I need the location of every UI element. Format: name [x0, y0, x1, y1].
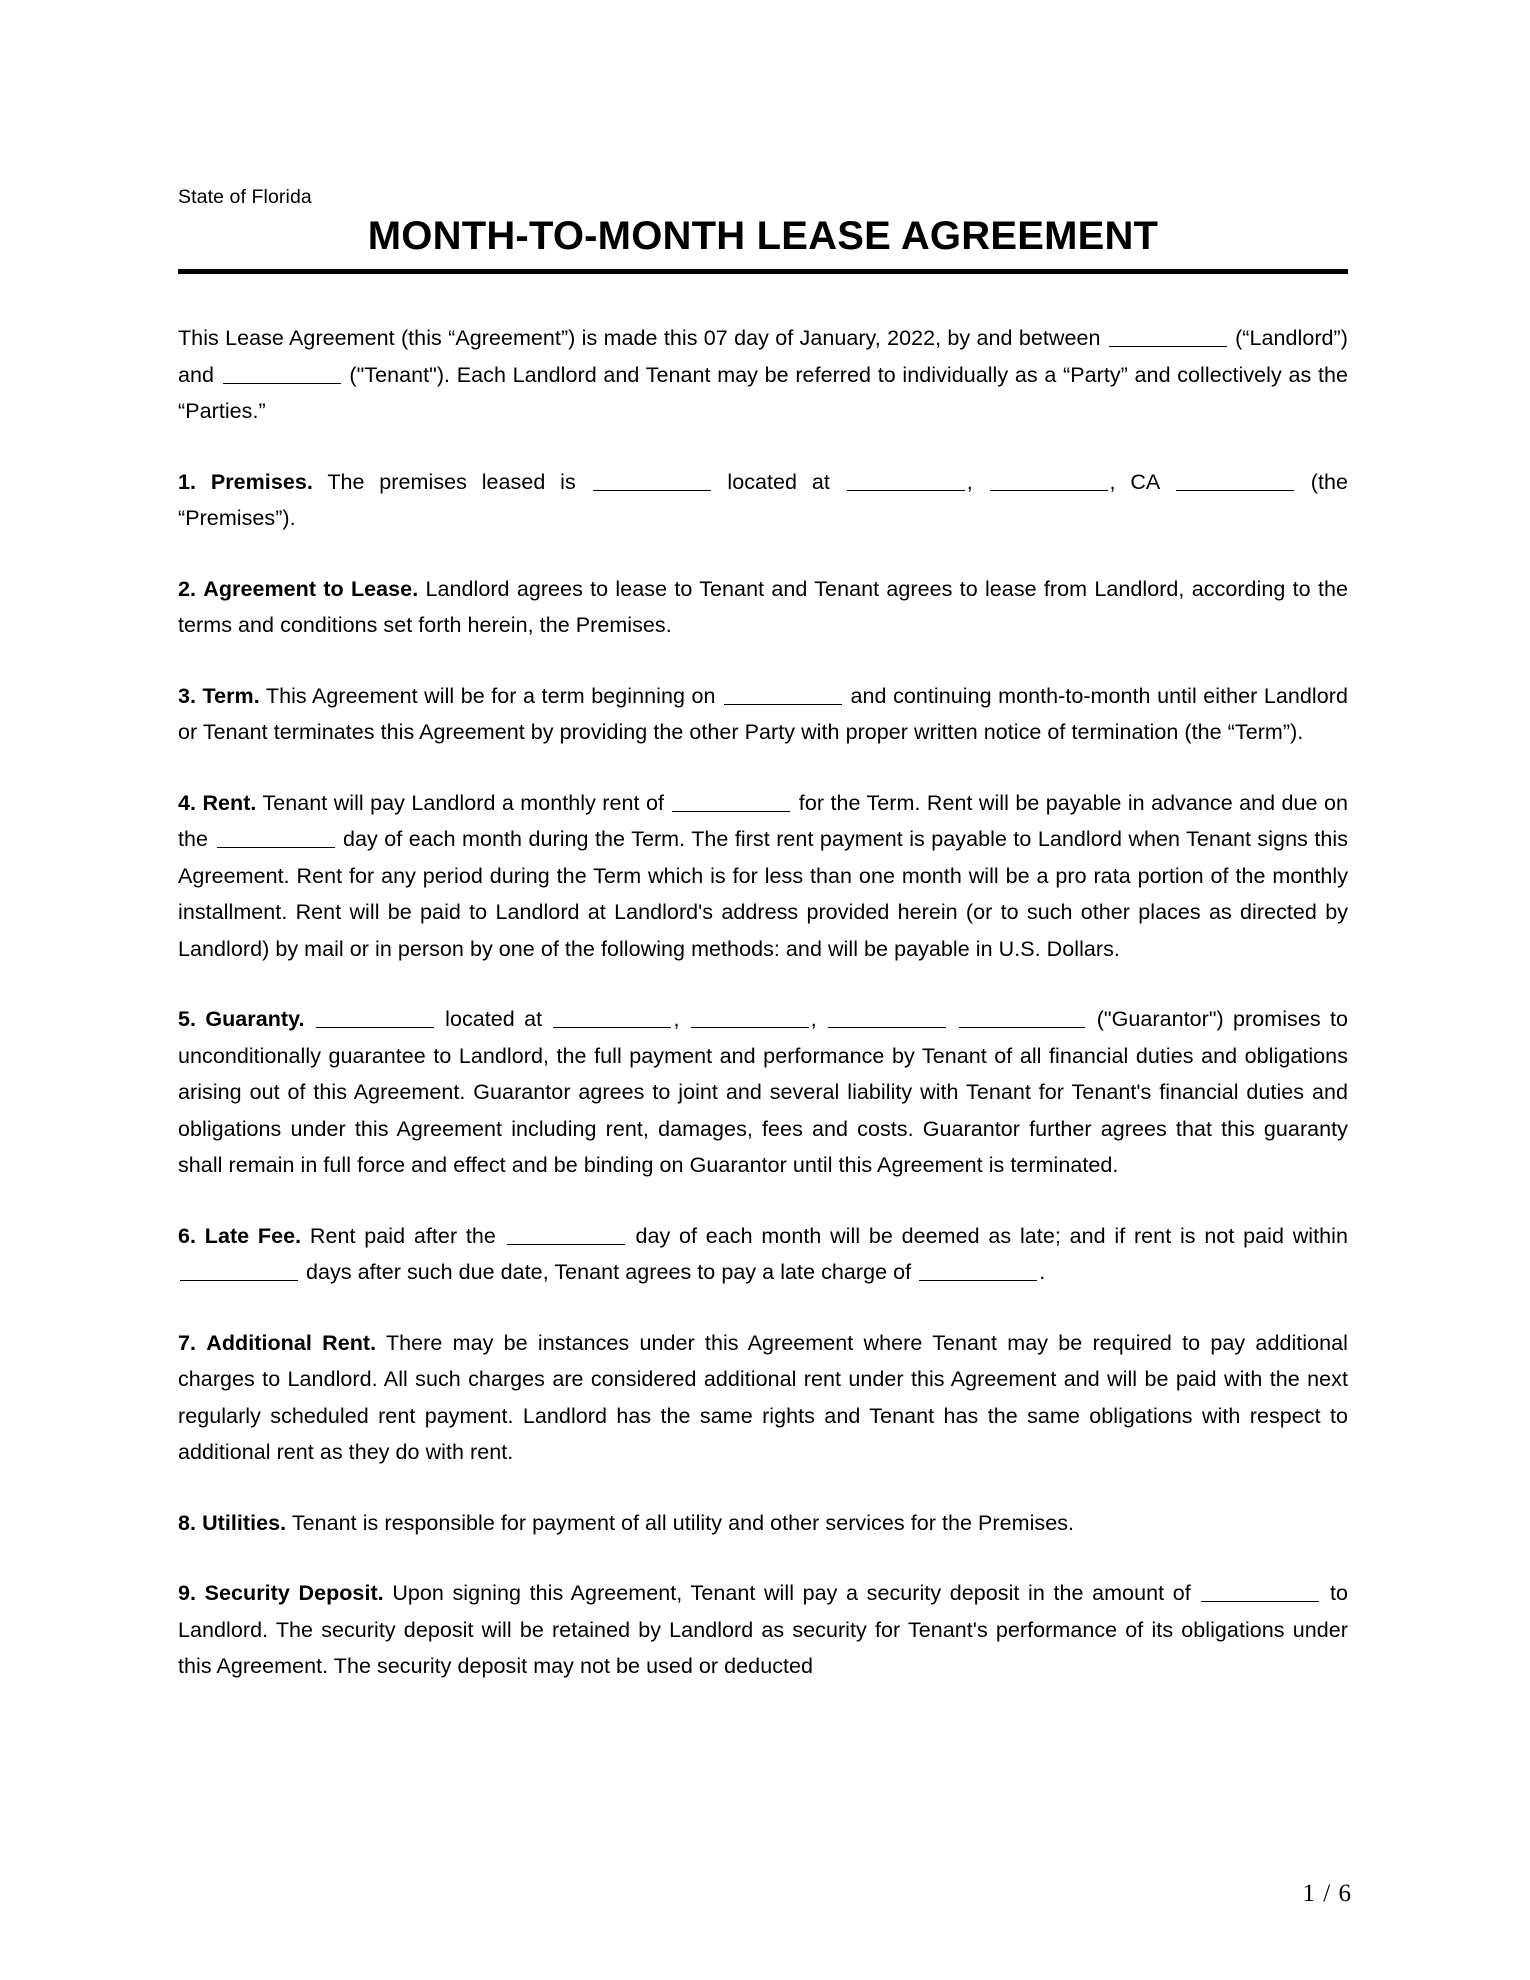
- utilities-text: Tenant is responsible for payment of all utility and other services for the Premises.: [291, 1510, 1075, 1535]
- section-heading-rent: Rent.: [202, 790, 257, 815]
- premises-text-4: , CA: [1109, 469, 1160, 494]
- intro-text-1: This Lease Agreement (this “Agreement”) is made this 07 day of January, 2022, by and between: [178, 326, 1101, 351]
- premises-city-blank[interactable]: [990, 471, 1108, 491]
- late-fee-text-2: day of each month will be deemed as late; and if rent is not paid within: [635, 1223, 1348, 1248]
- monthly-rent-amount-blank[interactable]: [672, 792, 790, 812]
- late-fee-text-3: days after such due date, Tenant agrees to pay a late charge of: [306, 1260, 912, 1285]
- section-number-5: 5.: [178, 1007, 197, 1032]
- intro-paragraph: [178, 320, 1348, 430]
- title-divider: [178, 269, 1348, 274]
- section-utilities: [178, 1505, 1348, 1542]
- late-fee-text-1: Rent paid after the: [309, 1223, 496, 1248]
- guarantor-name-blank[interactable]: [316, 1008, 434, 1028]
- agreement-to-lease-text: Landlord agrees to lease to Tenant and Tenant agrees to lease from Landlord, according to the terms and conditions set forth herein, the Premises.: [178, 576, 1348, 638]
- rent-text-2: for the Term. Rent will be payable in advance and due on the: [178, 790, 1348, 852]
- premises-type-blank[interactable]: [593, 471, 711, 491]
- term-start-date-blank[interactable]: [724, 685, 842, 705]
- guarantor-state-blank[interactable]: [828, 1008, 946, 1028]
- intro-text-3: ("Tenant"). Each Landlord and Tenant may be referred to individually as a “Party” and collectively as the “Parties.”: [178, 362, 1349, 424]
- term-text-1: This Agreement will be for a term beginning on: [265, 683, 716, 708]
- section-late-fee: [178, 1218, 1348, 1291]
- section-number-7: 7.: [178, 1330, 197, 1355]
- guaranty-text-1: located at: [445, 1007, 543, 1032]
- term-text-2: and continuing month-to-month until either Landlord or Tenant terminates this Agreement by providing the other Party with proper written notice of termination (the “Term”).: [178, 683, 1348, 745]
- premises-text-1: The premises leased is: [327, 469, 576, 494]
- section-number-2: 2.: [178, 576, 197, 601]
- guarantor-zip-blank[interactable]: [959, 1008, 1085, 1028]
- state-line: State of Florida: [178, 186, 312, 208]
- late-fee-grace-days-blank[interactable]: [180, 1261, 298, 1281]
- landlord-name-blank[interactable]: [1109, 327, 1227, 347]
- section-security-deposit: [178, 1575, 1348, 1685]
- section-heading-agreement-to-lease: Agreement to Lease.: [203, 576, 419, 601]
- premises-street-blank[interactable]: [847, 471, 965, 491]
- guaranty-text-4: ("Guarantor") promises to unconditionally guarantee to Landlord, the full payment and performance by Tenant of all financial duties and obligations arising out of this Agreement. Guarantor agrees to joint and several liability with Tenant for Tenant's financial duties and obligations under this Agreement including rent, damages, fees and costs. Guarantor further agrees that this guaranty shall remain in full force and effect and be binding on Guarantor until this Agreement is terminated.: [178, 1007, 1348, 1178]
- section-number-6: 6.: [178, 1223, 197, 1248]
- guaranty-text-2: ,: [673, 1007, 680, 1032]
- guarantor-city-blank[interactable]: [691, 1008, 809, 1028]
- tenant-name-blank[interactable]: [223, 364, 341, 384]
- premises-zip-blank[interactable]: [1176, 471, 1294, 491]
- late-fee-day-blank[interactable]: [507, 1225, 625, 1245]
- section-heading-late-fee: Late Fee.: [204, 1223, 302, 1248]
- section-heading-guaranty: Guaranty.: [205, 1007, 305, 1032]
- page-title: MONTH-TO-MONTH LEASE AGREEMENT: [367, 214, 1159, 259]
- section-heading-premises: Premises.: [210, 469, 313, 494]
- premises-text-3: ,: [966, 469, 973, 494]
- section-number-3: 3.: [178, 683, 197, 708]
- rent-text-1: Tenant will pay Landlord a monthly rent of: [262, 790, 664, 815]
- guarantor-street-blank[interactable]: [553, 1008, 671, 1028]
- section-guaranty: [178, 1001, 1348, 1184]
- security-deposit-text-2: to Landlord. The security deposit will be retained by Landlord as security for Tenant's performance of its obligations under this Agreement. The security deposit may not be used or deducted: [178, 1581, 1348, 1679]
- section-rent: [178, 785, 1348, 968]
- document-content: [178, 186, 1348, 1719]
- page-number: 1 / 6: [1302, 1880, 1352, 1907]
- section-heading-additional-rent: Additional Rent.: [206, 1330, 377, 1355]
- security-deposit-text-1: Upon signing this Agreement, Tenant will pay a security deposit in the amount of: [392, 1581, 1191, 1606]
- section-premises: [178, 464, 1348, 537]
- premises-text-5: (the “Premises”).: [178, 469, 1348, 531]
- intro-text-2: (“Landlord”) and: [178, 326, 1348, 387]
- premises-text-2: located at: [727, 469, 830, 494]
- section-number-1: 1.: [178, 469, 197, 494]
- additional-rent-text: There may be instances under this Agreement where Tenant may be required to pay additional charges to Landlord. All such charges are considered additional rent under this Agreement and will be paid with the next regularly scheduled rent payment. Landlord has the same rights and Tenant has the same obligations with respect to additional rent as they do with rent.: [178, 1330, 1348, 1465]
- section-number-8: 8.: [178, 1510, 197, 1535]
- section-agreement-to-lease: [178, 571, 1348, 644]
- guaranty-text-3: ,: [810, 1007, 817, 1032]
- rent-text-3: day of each month during the Term. The first rent payment is payable to Landlord when Tenant signs this Agreement. Rent for any period during the Term which is for less than one month will be a pro rata portion of the monthly installment. Rent will be paid to Landlord at Landlord's address provided herein (or to such other places as directed by Landlord) by mail or in person by one of the following methods: and will be payable in U.S. Dollars.: [178, 827, 1348, 961]
- section-number-4: 4.: [178, 790, 197, 815]
- security-deposit-amount-blank[interactable]: [1201, 1582, 1319, 1602]
- section-heading-term: Term.: [202, 683, 260, 708]
- section-number-9: 9.: [178, 1581, 197, 1606]
- section-heading-utilities: Utilities.: [202, 1510, 287, 1535]
- rent-due-day-blank[interactable]: [217, 828, 335, 848]
- late-fee-text-4: .: [1039, 1260, 1046, 1285]
- late-fee-charge-blank[interactable]: [919, 1261, 1037, 1281]
- section-heading-security-deposit: Security Deposit.: [204, 1581, 384, 1606]
- section-additional-rent: [178, 1325, 1348, 1471]
- section-term: [178, 678, 1348, 751]
